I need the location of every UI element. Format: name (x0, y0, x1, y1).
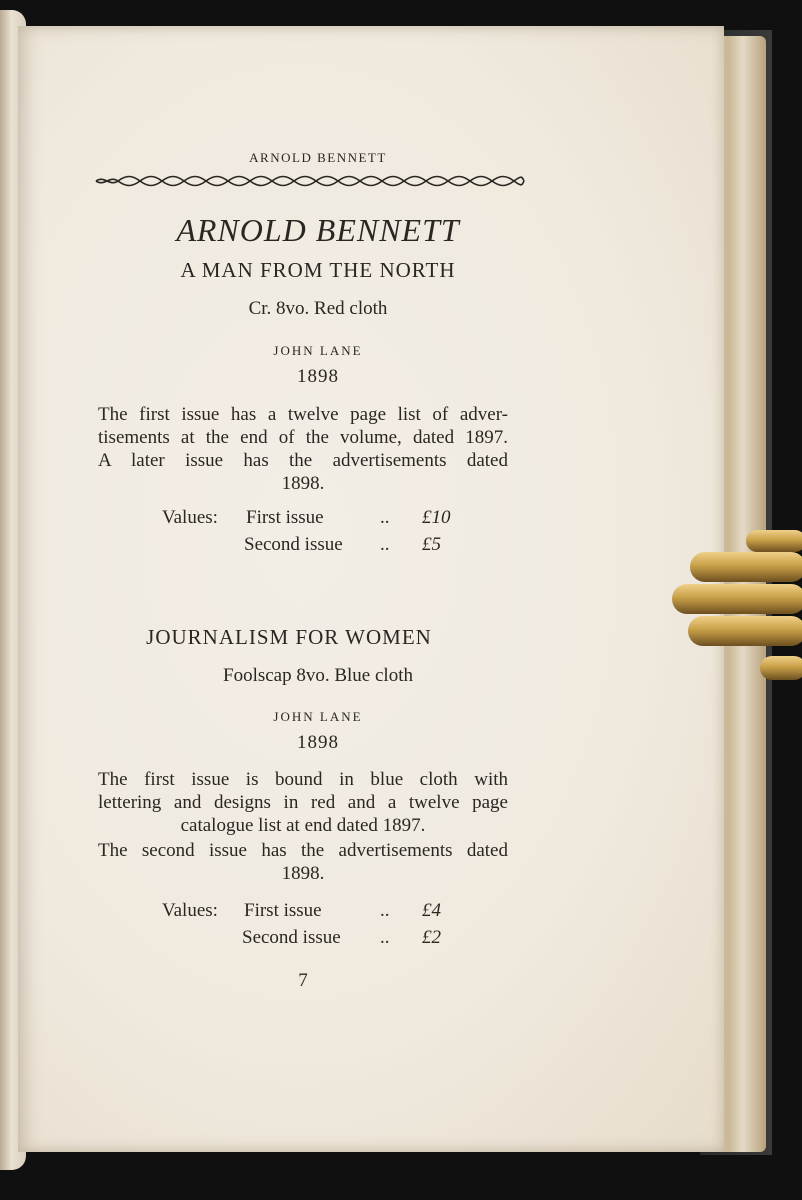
entry-2-value-issue: First issue (244, 900, 322, 921)
entry-2-values-label: Values: (162, 900, 218, 921)
ornamental-rule (94, 174, 526, 188)
entry-1-publisher: JOHN LANE (273, 343, 363, 358)
entry-2-value-dots: .. (380, 927, 390, 948)
entry-1-description-line: The first issue has a twelve page list of adver- (98, 404, 508, 425)
entry-1-value-dots: .. (380, 507, 390, 528)
entry-2-value-price: £4 (422, 900, 441, 921)
entry-1-year: 1898 (297, 366, 339, 387)
entry-2-value-dots: .. (380, 900, 390, 921)
page-number: 7 (298, 970, 308, 991)
entry-2-description-line: The second issue has the advertisements dated (98, 840, 508, 861)
entry-2-value-issue: Second issue (242, 927, 341, 948)
entry-1-values-label: Values: (162, 507, 218, 528)
entry-1-description-line: A later issue has the advertisements dated (98, 450, 508, 471)
entry-1-title: A MAN FROM THE NORTH (180, 258, 456, 282)
entry-1-value-dots: .. (380, 534, 390, 555)
entry-2-publisher: JOHN LANE (273, 709, 363, 724)
brass-hand-clip (670, 524, 802, 684)
book-page (18, 26, 724, 1152)
entry-2-description-line: lettering and designs in red and a twelve page (98, 792, 508, 813)
entry-1-value-price: £10 (422, 507, 451, 528)
entry-1-value-issue: Second issue (244, 534, 343, 555)
entry-2-description-line: catalogue list at end dated 1897. (180, 815, 426, 836)
entry-1-value-price: £5 (422, 534, 441, 555)
entry-1-description-line: 1898. (281, 473, 325, 494)
entry-2-description-line: 1898. (281, 863, 325, 884)
entry-2-format: Foolscap 8vo. Blue cloth (223, 665, 413, 686)
entry-2-description-line: The first issue is bound in blue cloth with (98, 769, 508, 790)
entry-1-description-line: tisements at the end of the volume, dated 1897. (98, 427, 508, 448)
entry-2-title: JOURNALISM FOR WOMEN (146, 625, 432, 649)
entry-2-value-price: £2 (422, 927, 441, 948)
author-script-title: ARNOLD BENNETT (176, 212, 460, 248)
running-head: ARNOLD BENNETT (249, 150, 387, 165)
entry-1-value-issue: First issue (246, 507, 324, 528)
entry-1-format: Cr. 8vo. Red cloth (248, 298, 388, 319)
entry-2-year: 1898 (297, 732, 339, 753)
